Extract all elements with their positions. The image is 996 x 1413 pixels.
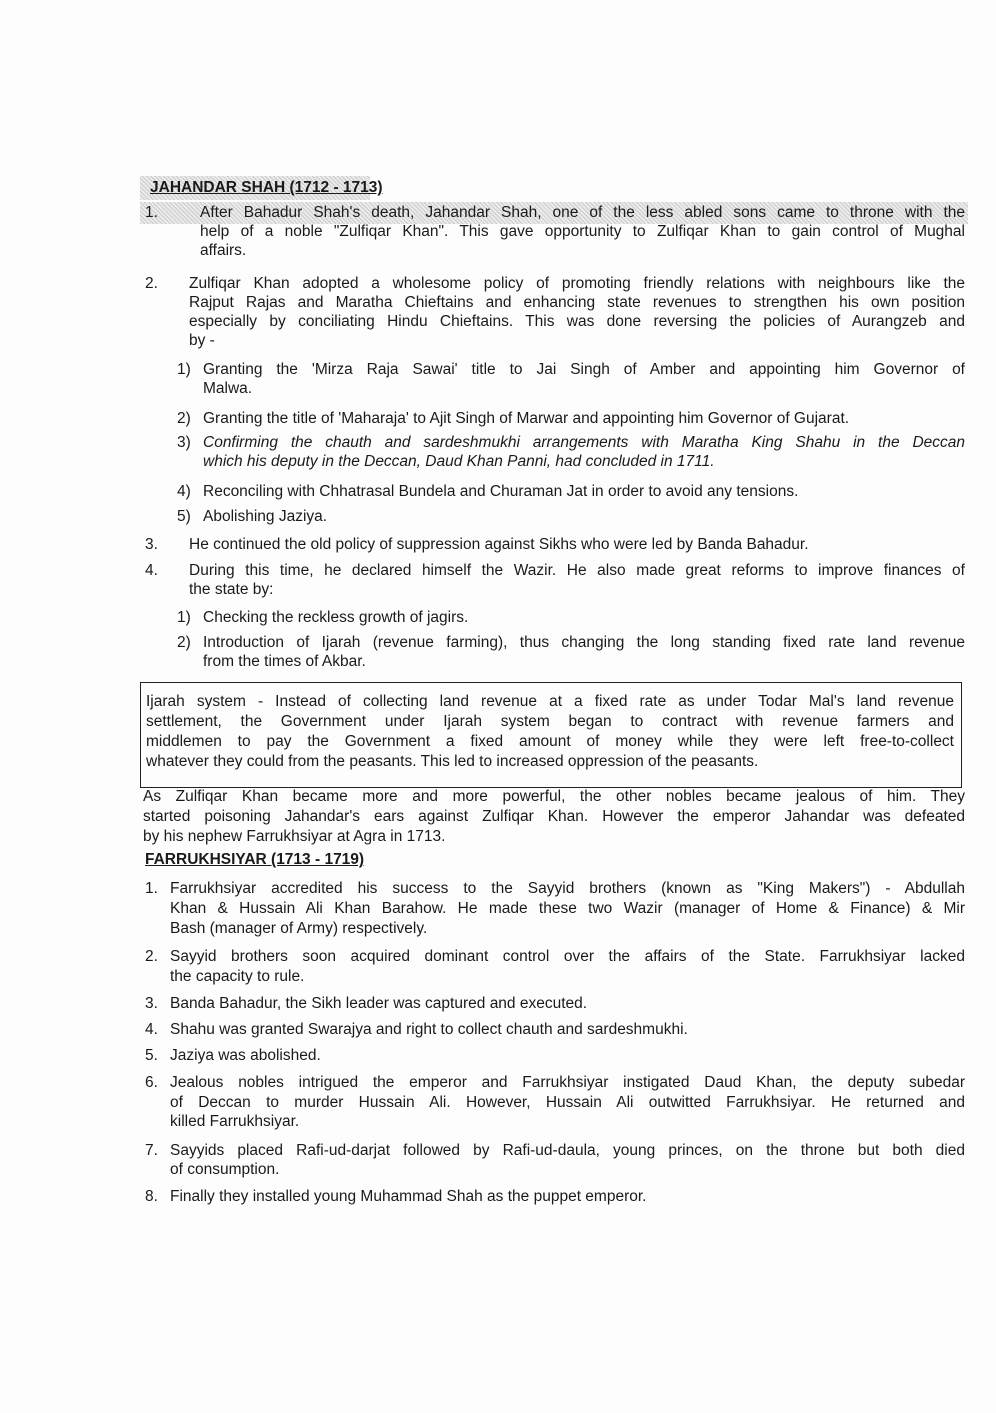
jahandar-point-line: Zulfiqar Khan adopted a wholesome policy of promoting friendly relations with neighbours like the xyxy=(189,275,965,292)
farrukhsiyar-point-line: the capacity to rule. xyxy=(170,968,305,985)
farrukhsiyar-point-line: Sayyid brothers soon acquired dominant control over the affairs of the State. Farrukhsiyar lacked xyxy=(170,948,965,965)
jahandar-point-number: 2. xyxy=(145,275,158,292)
policy-subpoint-number: 3) xyxy=(177,434,191,451)
jahandar-point-number: 4. xyxy=(145,562,158,579)
farrukhsiyar-point-line: of Deccan to murder Hussain Ali. However, Hussain Ali outwitted Farrukhsiyar. He returned and xyxy=(170,1094,965,1111)
farrukhsiyar-point-line: Jealous nobles intrigued the emperor and Farrukhsiyar instigated Daud Khan, the deputy subedar xyxy=(170,1074,965,1091)
reform-subpoint-number: 1) xyxy=(177,609,191,626)
closing-paragraph-line: As Zulfiqar Khan became more and more powerful, the other nobles became jealous of him. They xyxy=(143,788,965,805)
farrukhsiyar-point-line: Shahu was granted Swarajya and right to collect chauth and sardeshmukhi. xyxy=(170,1021,688,1038)
jahandar-point-line: He continued the old policy of suppression against Sikhs who were led by Banda Bahadur. xyxy=(189,536,809,553)
farrukhsiyar-point-line: of consumption. xyxy=(170,1161,280,1178)
section-title-farrukhsiyar: FARRUKHSIYAR (1713 - 1719) xyxy=(145,851,365,868)
reform-subpoint-line: from the times of Akbar. xyxy=(203,653,366,670)
policy-subpoint-line: Abolishing Jaziya. xyxy=(203,508,328,525)
ijarah-box-line: Ijarah system - Instead of collecting land revenue at a fixed rate as under Todar Mal's land revenue xyxy=(146,693,954,710)
farrukhsiyar-point-number: 2. xyxy=(145,948,158,965)
farrukhsiyar-point-line: Banda Bahadur, the Sikh leader was captured and executed. xyxy=(170,995,588,1012)
policy-subpoint-number: 4) xyxy=(177,483,191,500)
farrukhsiyar-point-number: 3. xyxy=(145,995,158,1012)
jahandar-point-line: by - xyxy=(189,332,215,349)
jahandar-point-line: especially by conciliating Hindu Chieftains. This was done reversing the policies of Aurangzeb and xyxy=(189,313,965,330)
closing-paragraph-line: started poisoning Jahandar's ears against Zulfiqar Khan. However the emperor Jahandar was defeated xyxy=(143,808,965,825)
jahandar-point-line: the state by: xyxy=(189,581,274,598)
farrukhsiyar-point-number: 8. xyxy=(145,1188,158,1205)
farrukhsiyar-point-number: 5. xyxy=(145,1047,158,1064)
policy-subpoint-line: Malwa. xyxy=(203,380,253,397)
jahandar-point-line: Rajput Rajas and Maratha Chieftains and enhancing state revenues to strengthen his own position xyxy=(189,294,965,311)
farrukhsiyar-point-number: 1. xyxy=(145,880,158,897)
closing-paragraph-line: by his nephew Farrukhsiyar at Agra in 1713. xyxy=(143,828,446,845)
policy-subpoint-line: Reconciling with Chhatrasal Bundela and Churaman Jat in order to avoid any tensions. xyxy=(203,483,799,500)
reform-subpoint-line: Introduction of Ijarah (revenue farming), thus changing the long standing fixed rate land revenue xyxy=(203,634,965,651)
ijarah-box-line: middlemen to pay the Government a fixed amount of money while they were left free-to-collect xyxy=(146,733,954,750)
farrukhsiyar-point-line: Finally they installed young Muhammad Shah as the puppet emperor. xyxy=(170,1188,647,1205)
policy-subpoint-line: Granting the title of 'Maharaja' to Ajit Singh of Marwar and appointing him Governor of Gujarat. xyxy=(203,410,850,427)
jahandar-point-number: 1. xyxy=(145,204,158,221)
farrukhsiyar-point-number: 7. xyxy=(145,1142,158,1159)
policy-subpoint-number: 2) xyxy=(177,410,191,427)
farrukhsiyar-point-line: killed Farrukhsiyar. xyxy=(170,1113,300,1130)
ijarah-box-line: whatever they could from the peasants. This led to increased oppression of the peasants. xyxy=(146,753,759,770)
jahandar-point-line: After Bahadur Shah's death, Jahandar Shah, one of the less abled sons came to throne with the xyxy=(200,204,965,221)
farrukhsiyar-point-number: 6. xyxy=(145,1074,158,1091)
farrukhsiyar-point-line: Farrukhsiyar accredited his success to the Sayyid brothers (known as "King Makers") - Abdullah xyxy=(170,880,965,897)
policy-subpoint-line: Granting the 'Mirza Raja Sawai' title to Jai Singh of Amber and appointing him Governor of xyxy=(203,361,965,378)
reform-subpoint-number: 2) xyxy=(177,634,191,651)
jahandar-point-line: During this time, he declared himself the Wazir. He also made great reforms to improve finances of xyxy=(189,562,965,579)
ijarah-box-line: settlement, the Government under Ijarah system began to contract with revenue farmers and xyxy=(146,713,954,730)
farrukhsiyar-point-line: Sayyids placed Rafi-ud-darjat followed by Rafi-ud-daula, young princes, on the throne but both died xyxy=(170,1142,965,1159)
farrukhsiyar-point-line: Jaziya was abolished. xyxy=(170,1047,321,1064)
section-title-jahandar-shah: JAHANDAR SHAH (1712 - 1713) xyxy=(150,179,383,196)
policy-subpoint-line: Confirming the chauth and sardeshmukhi arrangements with Maratha King Shahu in the Deccan xyxy=(203,434,965,451)
farrukhsiyar-point-line: Bash (manager of Army) respectively. xyxy=(170,920,428,937)
policy-subpoint-number: 1) xyxy=(177,361,191,378)
jahandar-point-line: affairs. xyxy=(200,242,247,259)
jahandar-point-number: 3. xyxy=(145,536,158,553)
policy-subpoint-line: which his deputy in the Deccan, Daud Khan Panni, had concluded in 1711. xyxy=(203,453,715,470)
farrukhsiyar-point-number: 4. xyxy=(145,1021,158,1038)
farrukhsiyar-point-line: Khan & Hussain Ali Khan Barahow. He made these two Wazir (manager of Home & Finance) & Mir xyxy=(170,900,965,917)
reform-subpoint-line: Checking the reckless growth of jagirs. xyxy=(203,609,469,626)
policy-subpoint-number: 5) xyxy=(177,508,191,525)
jahandar-point-line: help of a noble "Zulfiqar Khan". This gave opportunity to Zulfiqar Khan to gain control of Mughal xyxy=(200,223,965,240)
